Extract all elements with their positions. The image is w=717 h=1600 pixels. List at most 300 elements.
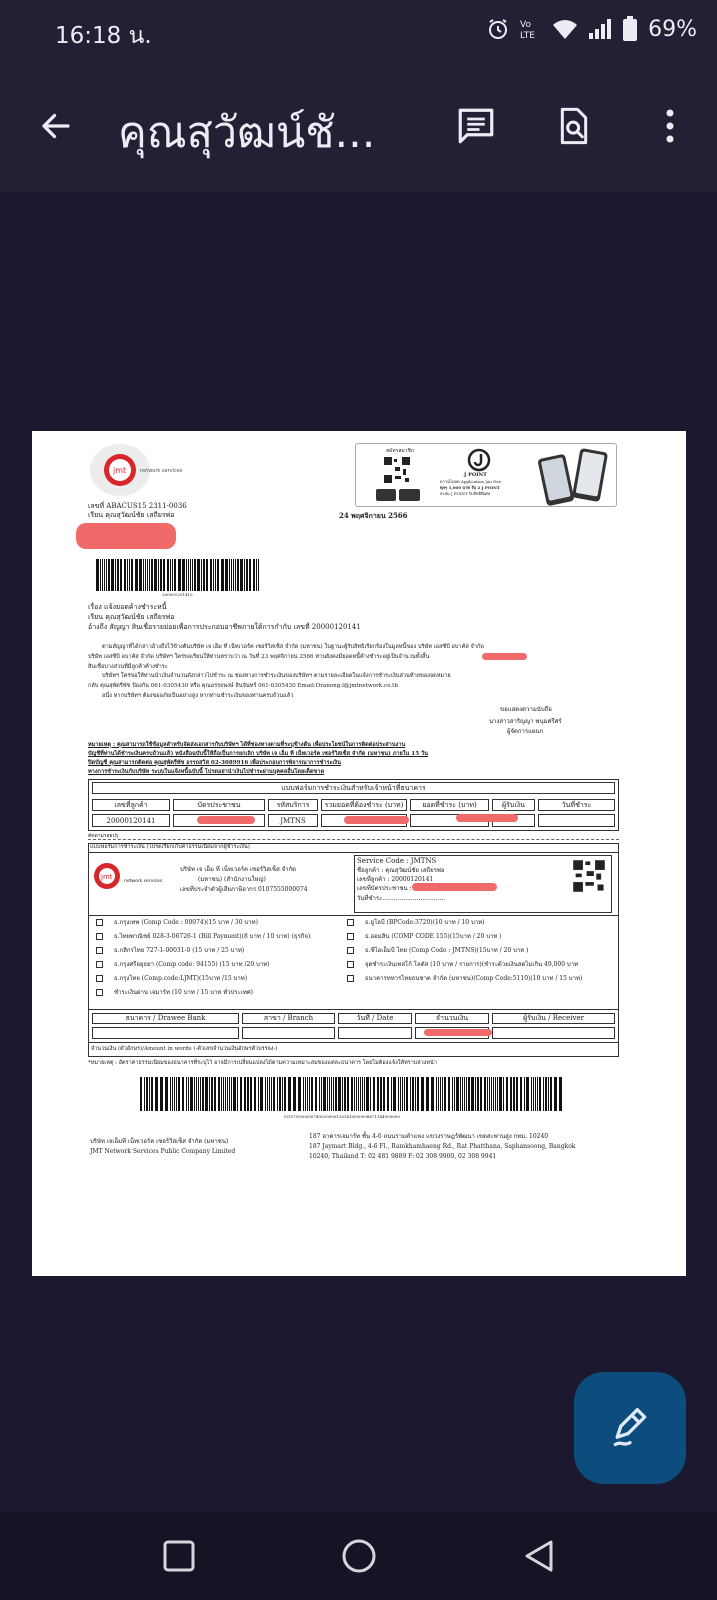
barcode-bar (117, 559, 119, 591)
signer-title: ผู้จัดการแผนก (507, 728, 544, 735)
barcode-bar (115, 559, 116, 591)
bank-option-scb: ธ.ไทยพาณิชย์ 028-3-06726-1 (Bill Payment)(8 บาท / 10 บาท) (ธุรกิจ) (114, 933, 311, 940)
barcode-top-number: 200001201410 (162, 592, 193, 597)
barcode-bar (188, 1077, 189, 1111)
barcode-bar (178, 559, 181, 591)
barcode-bar (221, 1077, 222, 1111)
barcode-bar (471, 1077, 474, 1111)
note-line1: หมายเหตุ : คุณสามารถใช้ข้อมูลสำหรับจัดส่งเอกสารกับบริษัทฯ ได้ที่ช่องทางตามที่ระบุข้างต้น เพื่อประโยชน์ในการติดต่อประสานงาน (88, 742, 406, 748)
bank-option-gsb: ธ.ออมสิน (COMP CODE 155)(15บาท / 20 บาท ) (365, 933, 502, 940)
footer-company-th: บริษัท เจเอ็มที เน็ทเวอร์ค เซอร์วิสเซ็ส จำกัด (มหาชน) (90, 1138, 229, 1145)
barcode-bar (398, 1077, 399, 1111)
barcode-bar (454, 1077, 455, 1111)
barcode-bar (269, 1077, 270, 1111)
barcode-bar (172, 559, 173, 591)
status-time: 16:18 น. (55, 23, 152, 49)
bank-option-lotus: จุดชำระเงินเทสโก้ โลตัส (10 บาท / รายการ)(ชำระด้วยเงินสดไม่เกิน 49,000 บาท (365, 961, 579, 968)
svg-text:jmt: jmt (101, 873, 113, 881)
barcode-bar (293, 1077, 296, 1111)
cut-line-label: ตัดตามรอยปรุ (88, 833, 119, 839)
barcode-bar (201, 559, 202, 591)
barcode-bar (311, 1077, 313, 1111)
barcode-bar (231, 559, 232, 591)
th-total-due: รวมยอดที่ต้องชำระ (บาท) (321, 799, 407, 811)
barcode-bar (188, 559, 189, 591)
barcode-bar (147, 559, 148, 591)
amount-in-words: จำนวนเงิน (ตัวอักษร)/Amount in words (-ตัวเลขจำนวนเงินอักษรตัวบรรจง-) (91, 1046, 278, 1052)
barcode-bar (182, 559, 185, 591)
barcode-bar (370, 1077, 371, 1111)
system-back-button[interactable] (515, 1532, 563, 1580)
bank-checkbox-scb[interactable] (96, 933, 103, 940)
barcode-bar (198, 1077, 199, 1111)
document-title: คุณสุวัฒน์ชั... (118, 108, 376, 158)
barcode-bar (235, 559, 236, 591)
barcode-bar (211, 1077, 213, 1111)
bank-checkbox-jmart[interactable] (96, 989, 103, 996)
barcode-bar (158, 559, 159, 591)
barcode-bottom-number: |010755500007400200001201410000098671144950000 (284, 1114, 400, 1119)
barcode-bar (237, 1077, 238, 1111)
para1-line1: ตามสัญญาที่ได้กล่าวอ้างถึงไว้ข้างต้นบริษัท เจ เอ็ม ที เน็ทเวอร์ค เซอร์วิสเซ็ส จำกัด (มหาชน) ในฐานะผู้รับสิทธิเรียกร้องในมูลหนี้ของ บริษัท เอสซีบี อบาคัส จำกัด (102, 644, 484, 650)
th-drawee-bank: ธนาคาร / Drawee Bank (92, 1013, 239, 1024)
alarm-icon (486, 17, 510, 41)
barcode-bar (190, 1077, 193, 1111)
footer-address-1: 187 อาคารเจมาร์ท ชั้น 4-6 ถนนรามคำแหง แขวงราษฎร์พัฒนา เขตสะพานสูง กทม. 10240 (309, 1133, 549, 1140)
barcode-bar (491, 1077, 492, 1111)
barcode-bar (174, 1077, 175, 1111)
barcode-bar (129, 559, 130, 591)
barcode-bar (186, 559, 187, 591)
barcode-bar (410, 1077, 411, 1111)
comment-button[interactable] (448, 98, 504, 154)
barcode-bar (464, 1077, 465, 1111)
edit-pen-icon (608, 1406, 652, 1450)
bank-checkbox-gsb[interactable] (347, 933, 354, 940)
td-branch[interactable] (242, 1027, 335, 1039)
promo-brand: J POINT (464, 472, 487, 478)
barcode-bar (489, 1077, 490, 1111)
barcode-bar (120, 559, 122, 591)
barcode-bar (200, 1077, 201, 1111)
barcode-bar (516, 1077, 518, 1111)
barcode-bar (526, 1077, 529, 1111)
barcode-bar (360, 1077, 361, 1111)
barcode-bar (351, 1077, 353, 1111)
barcode-bar (135, 559, 138, 591)
barcode-bar (209, 1077, 210, 1111)
barcode-bar (186, 1077, 187, 1111)
barcode-bar (387, 1077, 389, 1111)
promo-banner (355, 443, 617, 507)
small-logo-subtext: network services (124, 879, 163, 884)
back-icon (522, 1538, 556, 1574)
barcode-bar (256, 559, 257, 591)
th-service-code: รหัสบริการ (268, 799, 318, 811)
barcode-bar (506, 1077, 508, 1111)
navigation-bar (0, 1512, 717, 1600)
closing: ขอแสดงความนับถือ (500, 706, 552, 713)
barcode-bar (319, 1077, 320, 1111)
bank-checkbox-ttb[interactable] (347, 975, 354, 982)
status-icons (486, 16, 697, 42)
barcode-bar (267, 1077, 268, 1111)
barcode-bar (223, 1077, 224, 1111)
barcode-bar (338, 1077, 341, 1111)
redaction-total-due (344, 816, 409, 824)
payment-heading: แบบฟอร์มการชำระเงิน (โปรดเรียกเก็บค่าธรรมเนียมจากผู้ชำระเงิน) (90, 844, 250, 850)
svg-text:Vo: Vo (520, 20, 532, 30)
th-amount: จำนวนเงิน (415, 1013, 489, 1024)
bank-option-bbl: ธ.กรุงเทพ (Comp Code : 00074)(15 บาท / 30 บาท) (114, 919, 258, 926)
barcode-bar (335, 1077, 337, 1111)
barcode-bar (456, 1077, 459, 1111)
barcode-bar (145, 559, 146, 591)
barcode-bar (333, 1077, 334, 1111)
barcode-bar (160, 1077, 163, 1111)
footer-address-3: 10240, Thailand T: 02 481 9889 F: 02 308 9900, 02 308 9941 (309, 1153, 497, 1160)
barcode-bar (253, 559, 255, 591)
td-customer-no: 20000120141 (92, 814, 170, 827)
wifi-icon (552, 18, 578, 40)
barcode-bar (487, 1077, 488, 1111)
barcode-bar (170, 559, 171, 591)
barcode-bar (448, 1077, 450, 1111)
bank-checkbox-ktb[interactable] (96, 975, 103, 982)
td-date[interactable] (338, 1027, 412, 1039)
barcode-bar (520, 1077, 522, 1111)
document-page[interactable] (32, 431, 686, 1276)
para1-line3: สินเชื่อบางส่วนที่มีลูกค้าค้างชำระ (88, 664, 168, 670)
barcode-bar (203, 559, 205, 591)
td-pay-date (538, 814, 615, 827)
para1-line2: บริษัท เอสซีบี อบาคัส จำกัด บริษัทฯ ใคร่ขอเรียนให้ท่านทราบว่า ณ วันที่ 23 พฤศจิกายน 2566 ท่านยังคงมียอดหนี้ค้างชำระอยู่เป็นจำนวนทั้งสิ้น (88, 654, 430, 660)
barcode-bar (503, 1077, 504, 1111)
barcode-bar (315, 1077, 317, 1111)
back-arrow-icon (38, 108, 74, 144)
barcode-bar (354, 1077, 355, 1111)
barcode-bar (344, 1077, 346, 1111)
svg-text:LTE: LTE (520, 31, 536, 41)
banks-divider (88, 915, 619, 916)
barcode-bar (229, 559, 230, 591)
qr-code-icon (383, 456, 411, 484)
th-customer-no: เลขที่ลูกค้า (92, 799, 170, 811)
barcode-bar (246, 559, 248, 591)
th-receiver: ผู้รับเงิน (492, 799, 535, 811)
barcode-bar (233, 559, 234, 591)
barcode-bar (510, 1077, 512, 1111)
barcode-bar (298, 1077, 301, 1111)
barcode-bar (442, 1077, 443, 1111)
barcode-bar (96, 559, 99, 591)
subject: เรื่อง แจ้งยอดค้างชำระหนี้ (88, 603, 167, 611)
barcode-bar (288, 1077, 291, 1111)
barcode-bar (190, 559, 191, 591)
barcode-bar (240, 559, 243, 591)
th-amount-paid: ยอดที่ชำระ (บาท) (410, 799, 489, 811)
barcode-bar (160, 559, 162, 591)
barcode-bar (215, 559, 216, 591)
barcode-bar (524, 1077, 525, 1111)
td-service-code: JMTNS (268, 814, 318, 827)
barcode-bar (499, 1077, 502, 1111)
barcode-bar (329, 1077, 330, 1111)
slip-heading: แบบฟอร์มการชำระเงินสำหรับเจ้าหน้าที่ธนาคาร (92, 782, 615, 794)
barcode-bottom (140, 1077, 566, 1111)
barcode-bar (244, 559, 245, 591)
barcode-bar (277, 1077, 278, 1111)
barcode-bar (412, 1077, 414, 1111)
barcode-bar (194, 559, 196, 591)
barcode-bar (127, 559, 128, 591)
barcode-bar (468, 1077, 470, 1111)
barcode-bar (356, 1077, 357, 1111)
payment-heading-divider (88, 852, 619, 853)
note-line4: ทางการชำระเงินกับบริษัท ระบบในแจ้งหนี้ฉบับนี้ โปรดอย่านำเงินไปชำระผ่านบุคคลอื่นโดยเด็ดขาด (88, 769, 325, 775)
bank-option-jmart: ชำระเงินผ่าน เจมาร์ท (10 บาท / 15 บาท ทั่วประเทศ) (114, 989, 254, 996)
barcode-bar (140, 1077, 142, 1111)
barcode-bar (438, 1077, 439, 1111)
signer: นางสาวสาริญญา พนุมศรีศร์ (489, 718, 562, 725)
search-document-icon (554, 105, 594, 147)
addressee: เรียน คุณสุวัฒน์ชัย เสถียรพ่อ (88, 511, 175, 519)
to: เรียน คุณสุวัฒน์ชัย เสถียรพ่อ (88, 613, 175, 621)
barcode-bar (225, 559, 228, 591)
logo-subtext: network services (140, 468, 183, 474)
bank-checkbox-bay[interactable] (96, 961, 103, 968)
promo-qr-caption: สมัครสมาชิก (386, 448, 414, 454)
bank-checkbox-cimb[interactable] (347, 947, 354, 954)
barcode-bar (227, 1077, 228, 1111)
barcode-bar (143, 559, 144, 591)
barcode-bar (258, 559, 259, 591)
barcode-bar (233, 1077, 236, 1111)
app-store-badge-icon (376, 489, 420, 501)
promo-line3: สะสม J POINT รับสิทธิพิเศษ (440, 491, 491, 496)
barcode-bar (466, 1077, 467, 1111)
bank-checkbox-bbl[interactable] (96, 919, 103, 926)
back-button[interactable] (28, 98, 84, 154)
barcode-bar (373, 1077, 375, 1111)
barcode-bar (307, 1077, 308, 1111)
barcode-bar (151, 559, 153, 591)
fee-remark: *หมายเหตุ : อัตราค่าธรรมเนียมของธนาคารที่ระบุไว้ อาจมีการเปลี่ยนแปลงได้ตามความเหมาะสมของแต่ละธนาคาร โดยไม่ต้องแจ้งให้ทราบล่วงหน้า (88, 1060, 437, 1066)
barcode-bar (108, 559, 110, 591)
barcode-bar (221, 559, 224, 591)
barcode-bar (535, 1077, 536, 1111)
barcode-bar (258, 1077, 259, 1111)
barcode-bar (165, 1077, 168, 1111)
barcode-bar (321, 1077, 322, 1111)
barcode-bar (146, 1077, 148, 1111)
barcode-bar (402, 1077, 403, 1111)
barcode-bar (214, 1077, 216, 1111)
comment-icon (455, 105, 497, 147)
more-vert-icon (664, 108, 676, 144)
footer-company-en: JMT Network Services Public Company Limited (90, 1148, 236, 1155)
barcode-bar (163, 559, 165, 591)
para2-line3: อนึ่ง หากบริษัทฯ ต้องขออภัยเป็นอย่างสูง หากท่านชำระเงินของท่านครบถ้วนแล้ว (102, 693, 294, 699)
barcode-bar (331, 1077, 332, 1111)
status-bar (0, 0, 717, 64)
barcode-bar (559, 1077, 562, 1111)
barcode-bar (391, 1077, 392, 1111)
barcode-bar (149, 559, 150, 591)
home-button[interactable] (335, 1532, 383, 1580)
barcode-bar (497, 1077, 498, 1111)
barcode-bar (178, 1077, 180, 1111)
logo-text: jmt (113, 466, 127, 475)
bank-option-kbank: ธ.กสิกรไทย 727-1-00031-0 (15 บาท / 25 บาท) (114, 947, 245, 954)
customer-no: เลขที่ลูกค้า : 20000120141 (357, 876, 434, 883)
td-drawee-bank[interactable] (92, 1027, 239, 1039)
bank-checkbox-kbank[interactable] (96, 947, 103, 954)
barcode-bar (167, 559, 169, 591)
phones-image-icon (534, 446, 614, 506)
barcode-bar (279, 1077, 281, 1111)
barcode-bar (303, 1077, 304, 1111)
barcode-bar (154, 559, 157, 591)
barcode-bar (218, 1077, 220, 1111)
barcode-bar (393, 1077, 396, 1111)
battery-icon (622, 16, 638, 42)
barcode-bar (124, 559, 126, 591)
service-code: Service Code : JMTNS (357, 857, 437, 865)
barcode-bar (417, 1077, 419, 1111)
barcode-bar (347, 1077, 349, 1111)
bank-checkbox-lotus[interactable] (347, 961, 354, 968)
barcode-bar (254, 1077, 256, 1111)
barcode-bar (480, 1077, 482, 1111)
barcode-bar (282, 1077, 283, 1111)
barcode-bar (364, 1077, 365, 1111)
barcode-bar (539, 1077, 541, 1111)
barcode-bar (210, 559, 212, 591)
edit-fab-button[interactable] (574, 1372, 686, 1484)
battery-percent: 69% (648, 16, 697, 42)
reference: อ้างถึง สัญญา สินเชื่อรายย่อยเพื่อการประกอบอาชีพภายใต้การกำกับ เลขที่ 20000120141 (88, 623, 361, 631)
barcode-bar (543, 1077, 544, 1111)
barcode-bar (149, 1077, 150, 1111)
jmt-small-logo-icon (92, 861, 126, 891)
barcode-bar (484, 1077, 486, 1111)
search-document-button[interactable] (546, 98, 602, 154)
barcode-bar (400, 1077, 401, 1111)
customer-name: ชื่อลูกค้า : คุณสุวัฒน์ชัย เสถียรพ่อ (357, 867, 445, 874)
promo-line1: ดาวน์โหลด Application Jaii Dee (440, 479, 502, 484)
barcode-bar (380, 1077, 382, 1111)
barcode-bar (309, 1077, 310, 1111)
barcode-bar (100, 559, 101, 591)
recent-apps-button[interactable] (155, 1532, 203, 1580)
redaction-citizen-id (197, 816, 255, 824)
barcode-bar (192, 559, 193, 591)
barcode-bar (250, 1077, 252, 1111)
barcode-bar (217, 559, 219, 591)
barcode-bar (548, 1077, 549, 1111)
barcode-bar (271, 1077, 272, 1111)
redaction-citizen-id-2 (412, 883, 497, 891)
barcode-bar (444, 1077, 446, 1111)
amount-words-divider (88, 1042, 619, 1043)
barcode-bar (131, 559, 133, 591)
citizen-id-label: เลขที่บัตรประชาชน : (357, 885, 412, 892)
payment-date-line: วันที่ชำระ................................. (357, 895, 446, 902)
barcode-bar (240, 1077, 242, 1111)
note-line3: ปิดบัญชี คุณสามารถติดต่อ คุณสุพัตรีพัช อรรถสวิส 02-3089916 เพื่อประกอบการพิจารณาการชำระเงิน (88, 760, 341, 766)
barcode-bar (383, 1077, 385, 1111)
barcode-bar (436, 1077, 437, 1111)
barcode-bar (104, 559, 105, 591)
barcode-bar (197, 559, 200, 591)
barcode-bar (531, 1077, 532, 1111)
bank-option-ttb: ธนาคารทหารไทยธนชาต จำกัด (มหาชน)(Comp Code:5110)(10 บาท / 15 บาท) (365, 975, 583, 982)
barcode-bar (493, 1077, 494, 1111)
letter-date: 24 พฤศจิกายน 2566 (339, 511, 408, 520)
barcode-bar (406, 1077, 408, 1111)
barcode-bar (106, 559, 107, 591)
barcode-bar (111, 559, 114, 591)
signal-icon (588, 18, 612, 40)
bank-option-uob: ธ.ยูโอบี (BPCode:3720)(10 บาท / 10 บาท) (365, 919, 485, 926)
barcode-bar (323, 1077, 326, 1111)
th-branch: สาขา / Branch (242, 1013, 335, 1024)
jpoint-logo-icon (464, 448, 494, 472)
barcode-bar (170, 1077, 171, 1111)
barcode-bar (431, 1077, 434, 1111)
barcode-bar (176, 1077, 177, 1111)
barcode-bar (213, 559, 214, 591)
redaction-address (76, 523, 176, 549)
para2-line2: กลับ คุณสุพัตรีพัช ป้องกัน 061-0305430 หรือ คุณอรรถพงษ์ สินจันทร์ 061-0305430 Email:Oranong.l@jmtnetwork.co.th (88, 683, 398, 689)
th-citizen-id: บัตรประชาชน (173, 799, 265, 811)
barcode-bar (244, 1077, 246, 1111)
barcode-bar (273, 1077, 275, 1111)
barcode-bar (421, 1077, 424, 1111)
cut-line (88, 839, 619, 840)
bank-option-ktb: ธ.กรุงไทย (Comp.code:LJMT)(15บาท /15 บาท) (114, 975, 248, 982)
barcode-bar (533, 1077, 534, 1111)
barcode-bar (247, 1077, 249, 1111)
redaction-amount-paid (456, 814, 518, 822)
td-bottom-receiver[interactable] (492, 1027, 615, 1039)
barcode-bar (231, 1077, 232, 1111)
barcode-bar (545, 1077, 547, 1111)
payee-company: บริษัท เจ เอ็ม ที เน็ทเวอร์ค เซอร์วิสเซ็ส จำกัด (180, 866, 297, 873)
home-icon (341, 1538, 377, 1574)
bank-option-bay: ธ.กรุงศรีอยุธยา (Comp code: 94155) (15 บาท /20 บาท) (114, 961, 270, 968)
barcode-bar (513, 1077, 515, 1111)
barcode-bar (477, 1077, 479, 1111)
barcode-bar (284, 1077, 286, 1111)
bank-option-cimb: ธ.ซีไอเอ็มบี ไทย (Comp Code : JMTNS)(15บาท / 20 บาท ) (365, 947, 529, 954)
more-options-button[interactable] (642, 98, 698, 154)
barcode-bar (229, 1077, 230, 1111)
barcode-bar (404, 1077, 405, 1111)
recent-apps-icon (162, 1539, 196, 1573)
barcode-bar (182, 1077, 184, 1111)
barcode-bar (460, 1077, 461, 1111)
jmt-logo (88, 440, 183, 498)
barcode-bar (440, 1077, 441, 1111)
bottom-table-divider (88, 1009, 619, 1010)
ref-number: เลขที่ ABACUS15 2311-0036 (88, 502, 187, 510)
barcode-bar (151, 1077, 153, 1111)
bank-checkbox-uob[interactable] (347, 919, 354, 926)
barcode-top (96, 559, 262, 591)
barcode-bar (366, 1077, 369, 1111)
